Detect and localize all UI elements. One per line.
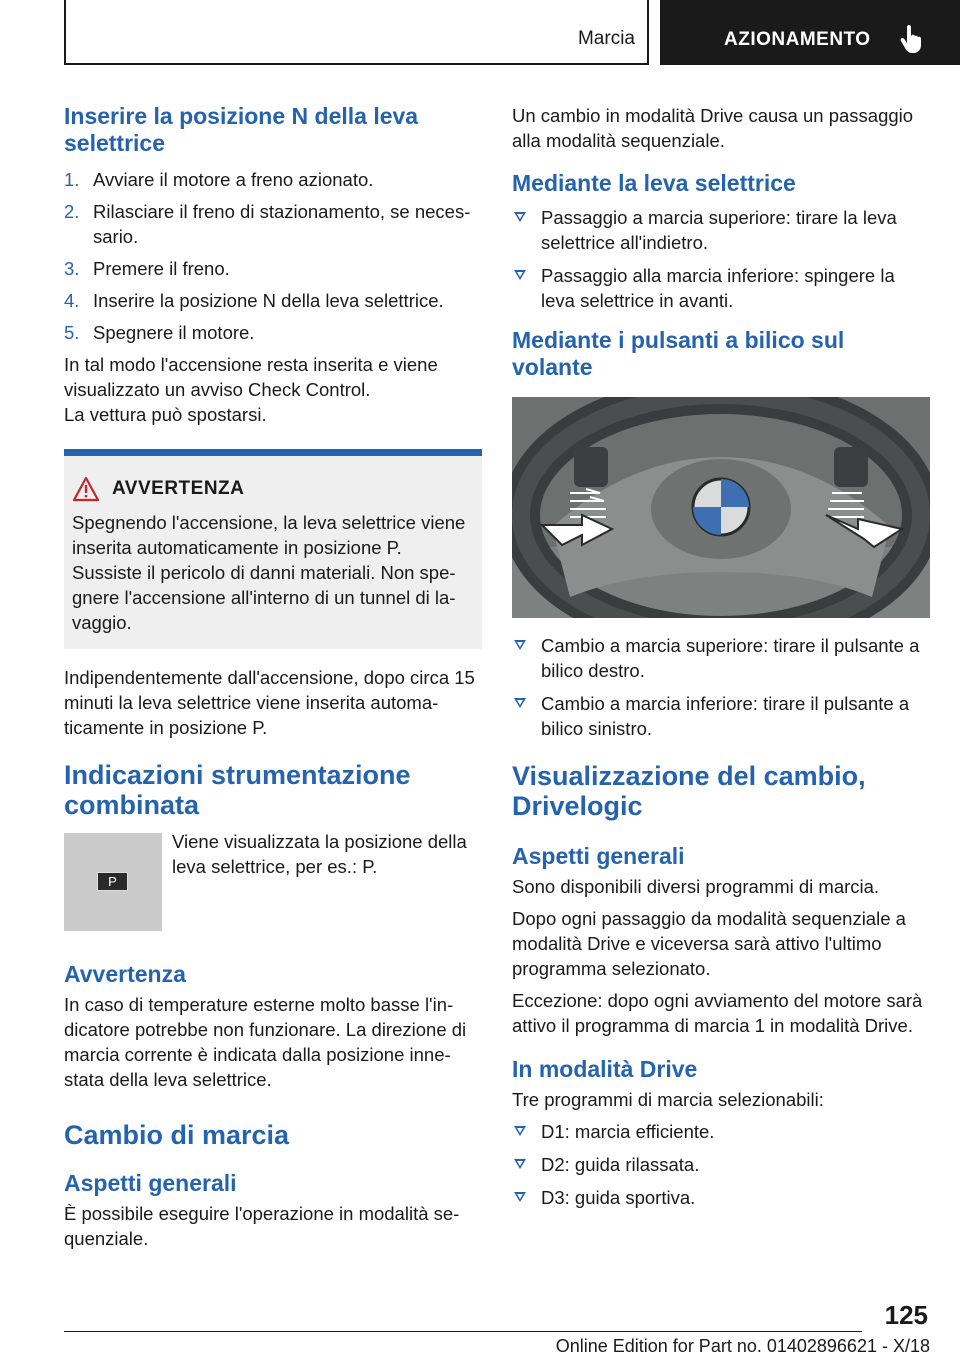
heading-neutral: Inserire la posizione N della leva selettrice [64, 103, 419, 156]
heading-cluster: Indicazioni strumentazione combinata [64, 760, 411, 820]
section-title: Marcia [577, 28, 635, 49]
warning-triangle-icon [72, 476, 100, 502]
list-item: Passaggio alla marcia inferiore: spingere la leva selettrice in avanti. [512, 263, 930, 313]
chapter-tab [660, 0, 960, 65]
heading-shift: Cambio di marcia [64, 1120, 290, 1150]
step5-continuation: In tal modo l'accensione resta inserita e viene visualizzato un avviso Check Control. [64, 354, 438, 400]
bullet-triangle-icon [514, 212, 526, 222]
cluster-text: Viene visualizzata la posizione della leva selettrice, per es.: P. [172, 831, 467, 877]
list-item: 3. Premere il freno. [64, 258, 230, 279]
cluster-display-image [64, 833, 162, 931]
footer-edition: Online Edition for Part no. 01402896621 - X/18 [555, 1336, 930, 1356]
footer-divider [64, 1331, 862, 1332]
bullet-triangle-icon [514, 698, 526, 708]
list-item: 2. Rilasciare il freno di stazionamento, se neces‐sario. [64, 201, 471, 247]
heading-paddles: Mediante i pulsanti a bilico sul volante [512, 327, 845, 380]
list-item: Cambio a marcia superiore: tirare il pulsante a bilico destro. [512, 633, 930, 683]
general-p2: Dopo ogni passaggio da modalità sequenziale a modalità Drive e viceversa sarà attivo l'ultimo programma selezionato. [512, 908, 906, 979]
list-item: 5. Spegnere il motore. [64, 322, 255, 343]
intro-text: Un cambio in modalità Drive causa un passaggio alla modalità sequenziale. [512, 105, 914, 151]
general-p3: Eccezione: dopo ogni avviamento del motore sarà attivo il programma di marcia 1 in modalità Drive. [512, 990, 923, 1036]
list-item: D1: marcia efficiente. [512, 1119, 930, 1144]
paddle-list [512, 633, 930, 741]
list-item: Cambio a marcia inferiore: tirare il pulsante a bilico sinistro. [512, 691, 930, 741]
warning-title: AVVERTENZA [112, 478, 245, 499]
bullet-triangle-icon [514, 1126, 526, 1136]
bullet-triangle-icon [514, 270, 526, 280]
list-item: Passaggio a marcia superiore: tirare la leva selettrice all'indietro. [512, 205, 930, 255]
warning-text: Spegnendo l'accensione, la leva selettrice viene inserita automaticamente in posizione P. Sussiste il pericolo di danni materiali. Non spe‐gnere l'accensione all'interno di un tunnel di la‐vaggio. [72, 512, 466, 633]
cluster-block [64, 833, 482, 931]
chapter-title: AZIONAMENTO [724, 29, 871, 50]
step5-continuation-2: La vettura può spostarsi. [64, 404, 267, 425]
hand-pointer-icon [900, 24, 926, 54]
bullet-triangle-icon [514, 640, 526, 650]
heading-general-right: Aspetti generali [512, 843, 685, 869]
warning-box [64, 449, 482, 649]
drive-intro: Tre programmi di marcia selezionabili: [512, 1089, 824, 1110]
bullet-triangle-icon [514, 1159, 526, 1169]
gear-indicator: P [97, 872, 128, 891]
heading-lever: Mediante la leva selettrice [512, 170, 796, 196]
page-number: 125 [884, 1300, 928, 1330]
steering-wheel-image [512, 397, 930, 618]
list-item: D3: guida sportiva. [512, 1185, 930, 1210]
list-item: 1. Avviare il motore a freno azionato. [64, 169, 374, 190]
list-item: 4. Inserire la posizione N della leva selettrice. [64, 290, 444, 311]
bullet-triangle-icon [514, 1192, 526, 1202]
steering-wheel-illustration [512, 397, 930, 618]
heading-note: Avvertenza [64, 961, 186, 987]
right-column [512, 100, 930, 1218]
steps-list [64, 167, 482, 345]
lever-list [512, 205, 930, 313]
heading-general-left: Aspetti generali [64, 1170, 237, 1196]
drive-list [512, 1119, 930, 1210]
list-item: D2: guida rilassata. [512, 1152, 930, 1177]
heading-drive: In modalità Drive [512, 1056, 698, 1082]
auto-park-paragraph: Indipendentemente dall'accensione, dopo circa 15 minuti la leva selettrice viene inserita automa‐ticamente in posizione P. [64, 667, 475, 738]
general-text-left: È possibile eseguire l'operazione in modalità se‐quenziale. [64, 1203, 460, 1249]
heading-display: Visualizzazione del cambio, Drivelogic [512, 761, 866, 821]
general-p1: Sono disponibili diversi programmi di marcia. [512, 876, 880, 897]
left-column [64, 100, 482, 1251]
note-text: In caso di temperature esterne molto basse l'in‐dicatore potrebbe non funzionare. La direzione di marcia corrente è indicata dalla posizione inne‐stata della leva selettrice. [64, 994, 467, 1090]
